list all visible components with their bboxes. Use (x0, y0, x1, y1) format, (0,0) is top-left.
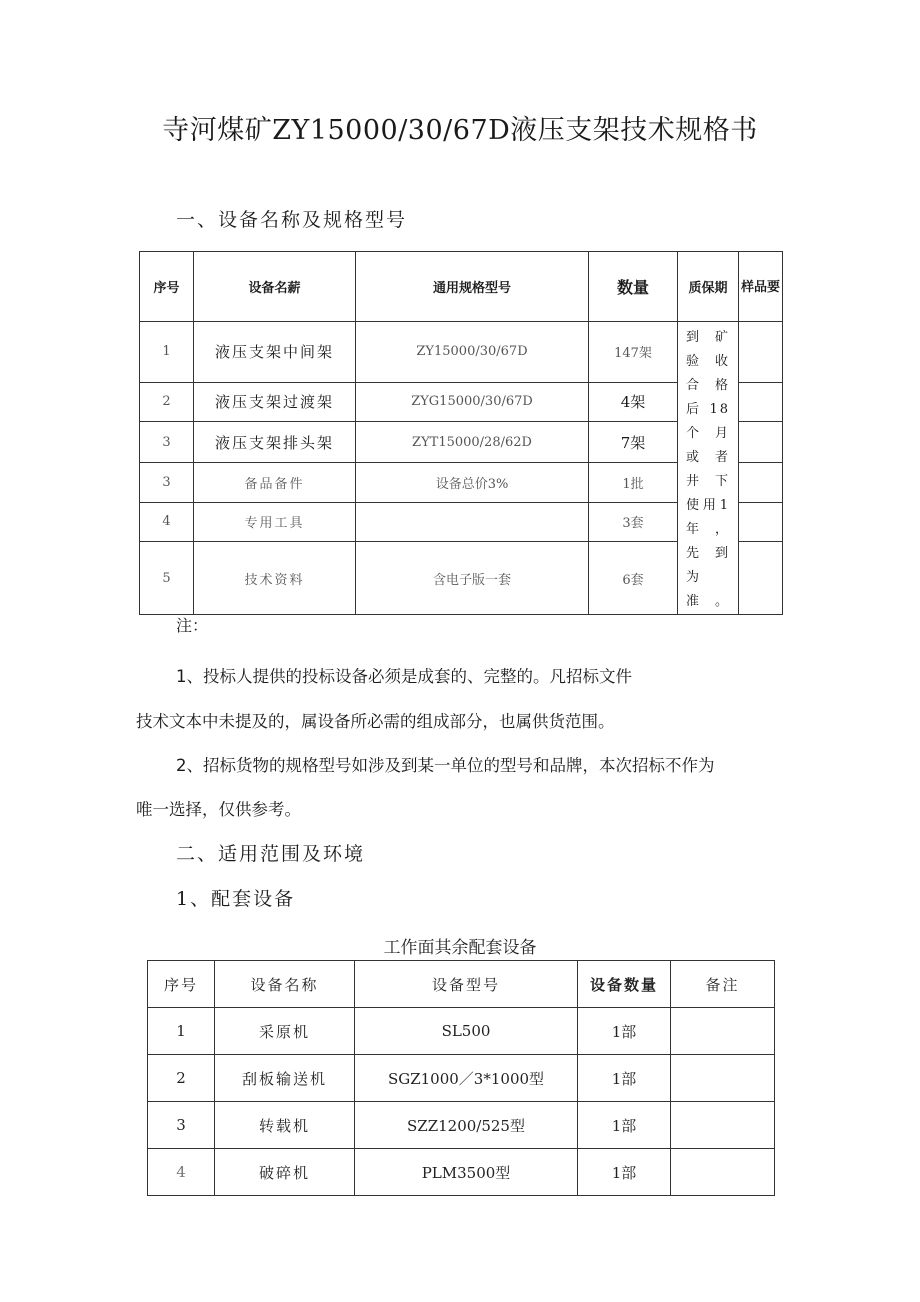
cell-qty: 1批 (589, 462, 678, 502)
cell-name: 液压支架中间架 (194, 322, 356, 383)
cell-qty: 3套 (589, 502, 678, 542)
cell-name: 技术资料 (194, 542, 356, 615)
cell-name: 专用工具 (194, 502, 356, 542)
cell-sample (739, 542, 783, 615)
cell-sample (739, 322, 783, 383)
cell-name: 刮板输送机 (215, 1055, 355, 1102)
cell-qty: 1部 (578, 1008, 671, 1055)
table-row (140, 322, 783, 383)
cell-no: 2 (148, 1055, 215, 1102)
cell-model: ZYG15000/30/67D (356, 382, 589, 422)
cell-qty: 1部 (578, 1102, 671, 1149)
cell-no: 3 (148, 1102, 215, 1149)
cell-model: SZZ1200/525型 (355, 1102, 578, 1149)
header-model: 通用规格型号 (356, 252, 589, 322)
cell-sample (739, 502, 783, 542)
cell-model: PLM3500型 (355, 1149, 578, 1196)
header-name: 设备名薪 (194, 252, 356, 322)
cell-sample (739, 462, 783, 502)
table-row (148, 1055, 775, 1102)
cell-model: 设备总价3% (356, 462, 589, 502)
cell-no: 5 (140, 542, 194, 615)
cell-qty: 1部 (578, 1055, 671, 1102)
header-model: 设备型号 (355, 961, 578, 1008)
cell-qty: 7架 (589, 422, 678, 463)
cell-name: 破碎机 (215, 1149, 355, 1196)
cell-no: 4 (148, 1149, 215, 1196)
document-title: 寺河煤矿ZY15000/30/67D液压支架技术规格书 (162, 115, 758, 146)
cell-no: 1 (148, 1008, 215, 1055)
cell-remark (671, 1055, 775, 1102)
cell-name: 备品备件 (194, 462, 356, 502)
note-1-line-2: 技术文本中未提及的，属设备所必需的组成部分，也属供货范围。 (136, 712, 615, 731)
notes-label: 注： (176, 616, 209, 635)
note-2-line-2: 唯一选择，仅供参考。 (136, 800, 301, 819)
table-row (148, 1008, 775, 1055)
header-remark: 备注 (671, 961, 775, 1008)
header-warranty: 质保期 (678, 252, 739, 322)
cell-model: 含电子版一套 (356, 542, 589, 615)
header-sample: 样品要 (739, 252, 783, 322)
table-row (148, 1149, 775, 1196)
cell-no: 4 (140, 502, 194, 542)
cell-qty: 6套 (589, 542, 678, 615)
cell-name: 采原机 (215, 1008, 355, 1055)
cell-remark (671, 1149, 775, 1196)
cell-no: 3 (140, 462, 194, 502)
cell-model: ZYT15000/28/62D (356, 422, 589, 463)
cell-no: 2 (140, 382, 194, 422)
cell-model: ZY15000/30/67D (356, 322, 589, 383)
note-1-line-1: 1、投标人提供的投标设备必须是成套的、完整的。凡招标文件 (176, 667, 632, 686)
table-row (148, 1102, 775, 1149)
cell-name: 液压支架排头架 (194, 422, 356, 463)
table-header-row (148, 961, 775, 1008)
cell-qty: 4架 (589, 382, 678, 422)
cell-qty: 1部 (578, 1149, 671, 1196)
note-2-line-1: 2、招标货物的规格型号如涉及到某一单位的型号和品牌，本次招标不作为 (176, 756, 715, 775)
subsection-heading: 1、配套设备 (176, 888, 296, 910)
cell-no: 3 (140, 422, 194, 463)
cell-name: 液压支架过渡架 (194, 382, 356, 422)
section-2-heading: 二、适用范围及环境 (176, 843, 366, 865)
equipment-spec-table (139, 251, 783, 615)
section-1-heading: 一、设备名称及规格型号 (176, 209, 408, 231)
cell-remark (671, 1102, 775, 1149)
header-qty: 设备数量 (578, 961, 671, 1008)
header-no: 序号 (148, 961, 215, 1008)
header-name: 设备名称 (215, 961, 355, 1008)
cell-model (356, 502, 589, 542)
warranty-cell: 到矿验收合格后18个月或者井下使用1年，先到为准。 (678, 322, 739, 615)
cell-name: 转载机 (215, 1102, 355, 1149)
supporting-equipment-table (147, 960, 775, 1196)
cell-model: SGZ1000／3*1000型 (355, 1055, 578, 1102)
cell-no: 1 (140, 322, 194, 383)
header-qty: 数量 (589, 252, 678, 322)
table-header-row (140, 252, 783, 322)
cell-qty: 147架 (589, 322, 678, 383)
header-no: 序号 (140, 252, 194, 322)
cell-sample (739, 382, 783, 422)
cell-model: SL500 (355, 1008, 578, 1055)
table-caption: 工作面其余配套设备 (383, 938, 537, 958)
cell-remark (671, 1008, 775, 1055)
cell-sample (739, 422, 783, 463)
